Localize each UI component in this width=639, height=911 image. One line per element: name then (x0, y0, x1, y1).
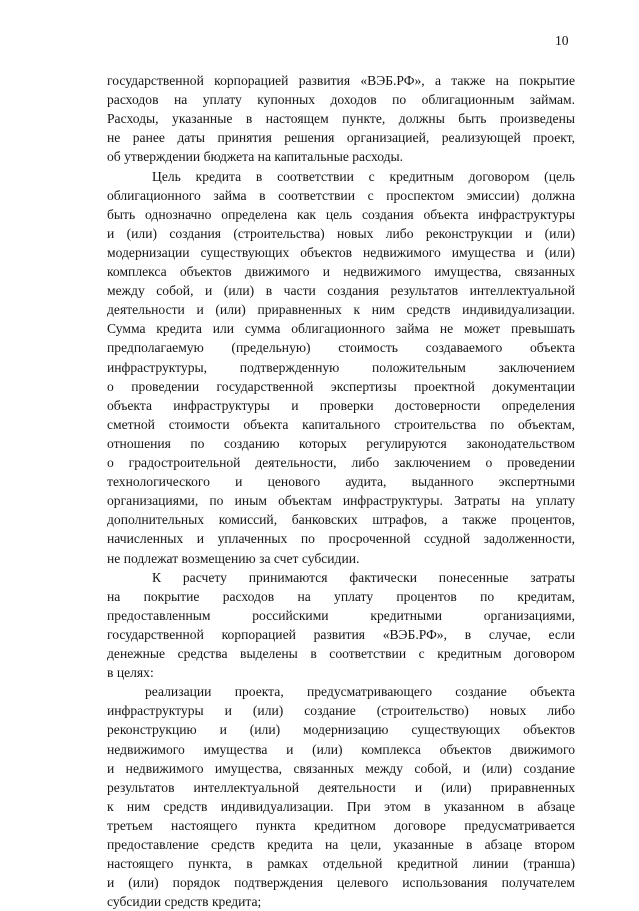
text-line: на покрытие расходов на уплату процентов по кредитам, (107, 588, 575, 604)
text-line: денежные средства выделены в соответствии с кредитным договором (107, 646, 575, 661)
text-line: не подлежат возмещению за счет субсидии. (107, 550, 360, 566)
text-line: субсидии средств кредита; (107, 894, 262, 910)
text-line: предоставление средств кредита на цели, указанные в абзаце втором (107, 837, 575, 852)
text-line: о проведении государственной экспертизы проектной документации (107, 378, 575, 394)
text-line: комплекса объектов движимого и недвижимого имущества, связанных (107, 264, 575, 279)
text-line: Расходы, указанные в настоящем пункте, должны быть произведены (107, 111, 575, 127)
text-line: и (или) порядок подтверждения целевого использования получателем (107, 875, 575, 891)
text-line: инфраструктуры, подтвержденную положительным заключением (107, 359, 575, 375)
text-line: начисленных и уплаченных по просроченной ссудной задолженности, (107, 531, 575, 547)
text-line: облигационного займа в соответствии с проспектом эмиссии) должна (107, 187, 575, 203)
text-line: реализации проекта, предусматривающего создание объекта (145, 684, 575, 700)
text-line: организациями, по иным объектам инфраструктуры. Затраты на уплату (107, 493, 575, 509)
text-line: технологического и ценового аудита, выданного экспертными (107, 474, 575, 490)
text-line: Сумма кредита или сумма облигационного займа не может превышать (107, 321, 575, 337)
text-line: о градостроительной деятельности, либо заключением о проведении (107, 455, 575, 470)
page-number: 10 (555, 33, 569, 48)
text-line: третьем настоящего пункта кредитном договоре предусматривается (107, 817, 575, 833)
text-line: предоставленным российскими кредитными организациями, (107, 607, 575, 623)
text-line: быть однозначно определена как цель создания объекта инфраструктуры (107, 206, 575, 222)
text-line: между собой, и (или) в части создания результатов интеллектуальной (107, 283, 575, 299)
text-line: недвижимого имущества и (или) комплекса объектов движимого (107, 741, 575, 757)
text-line: не ранее даты принятия решения организацией, реализующей проект, (107, 130, 575, 146)
text-line: государственной корпорацией развития «ВЭБ.РФ», в случае, если (107, 626, 575, 642)
text-line: деятельности и (или) приравненных к ним средств индивидуализации. (107, 302, 575, 318)
text-line: об утверждении бюджета на капитальные расходы. (107, 149, 404, 165)
text-line: настоящего пункта, в рамках отдельной кредитной линии (транша) (107, 856, 575, 872)
text-line: государственной корпорацией развития «ВЭБ.РФ», а также на покрытие (107, 73, 575, 88)
text-line: и (или) создания (строительства) новых либо реконструкции и (или) (107, 225, 575, 241)
text-line: дополнительных комиссий, банковских штрафов, а также процентов, (107, 512, 575, 528)
text-line: инфраструктуры и (или) создание (строительство) новых либо (107, 703, 575, 719)
text-line: результатов интеллектуальной деятельности и (или) приравненных (107, 779, 575, 795)
text-line: сметной стоимости объекта капитального строительства по объектам, (107, 416, 575, 432)
text-line: Цель кредита в соответствии с кредитным договором (цель (152, 168, 575, 184)
text-line: К расчету принимаются фактически понесенные затраты (152, 569, 575, 585)
text-line: к ним средств индивидуализации. При этом в указанном в абзаце (107, 798, 575, 814)
text-line: отношения по созданию которых регулируются законодательством (107, 435, 575, 451)
text-line: модернизации существующих объектов недвижимого имущества и (или) (107, 244, 575, 260)
text-line: предполагаемую (предельную) стоимость создаваемого объекта (107, 340, 575, 356)
text-line: объекта инфраструктуры и проверки достоверности определения (107, 397, 575, 413)
text-line: и недвижимого имущества, связанных между собой, и (или) создание (107, 760, 575, 776)
text-line: в целях: (107, 665, 154, 681)
text-line: реконструкцию и (или) модернизацию существующих объектов (107, 722, 575, 738)
text-line: расходов на уплату купонных доходов по облигационным займам. (107, 92, 575, 108)
